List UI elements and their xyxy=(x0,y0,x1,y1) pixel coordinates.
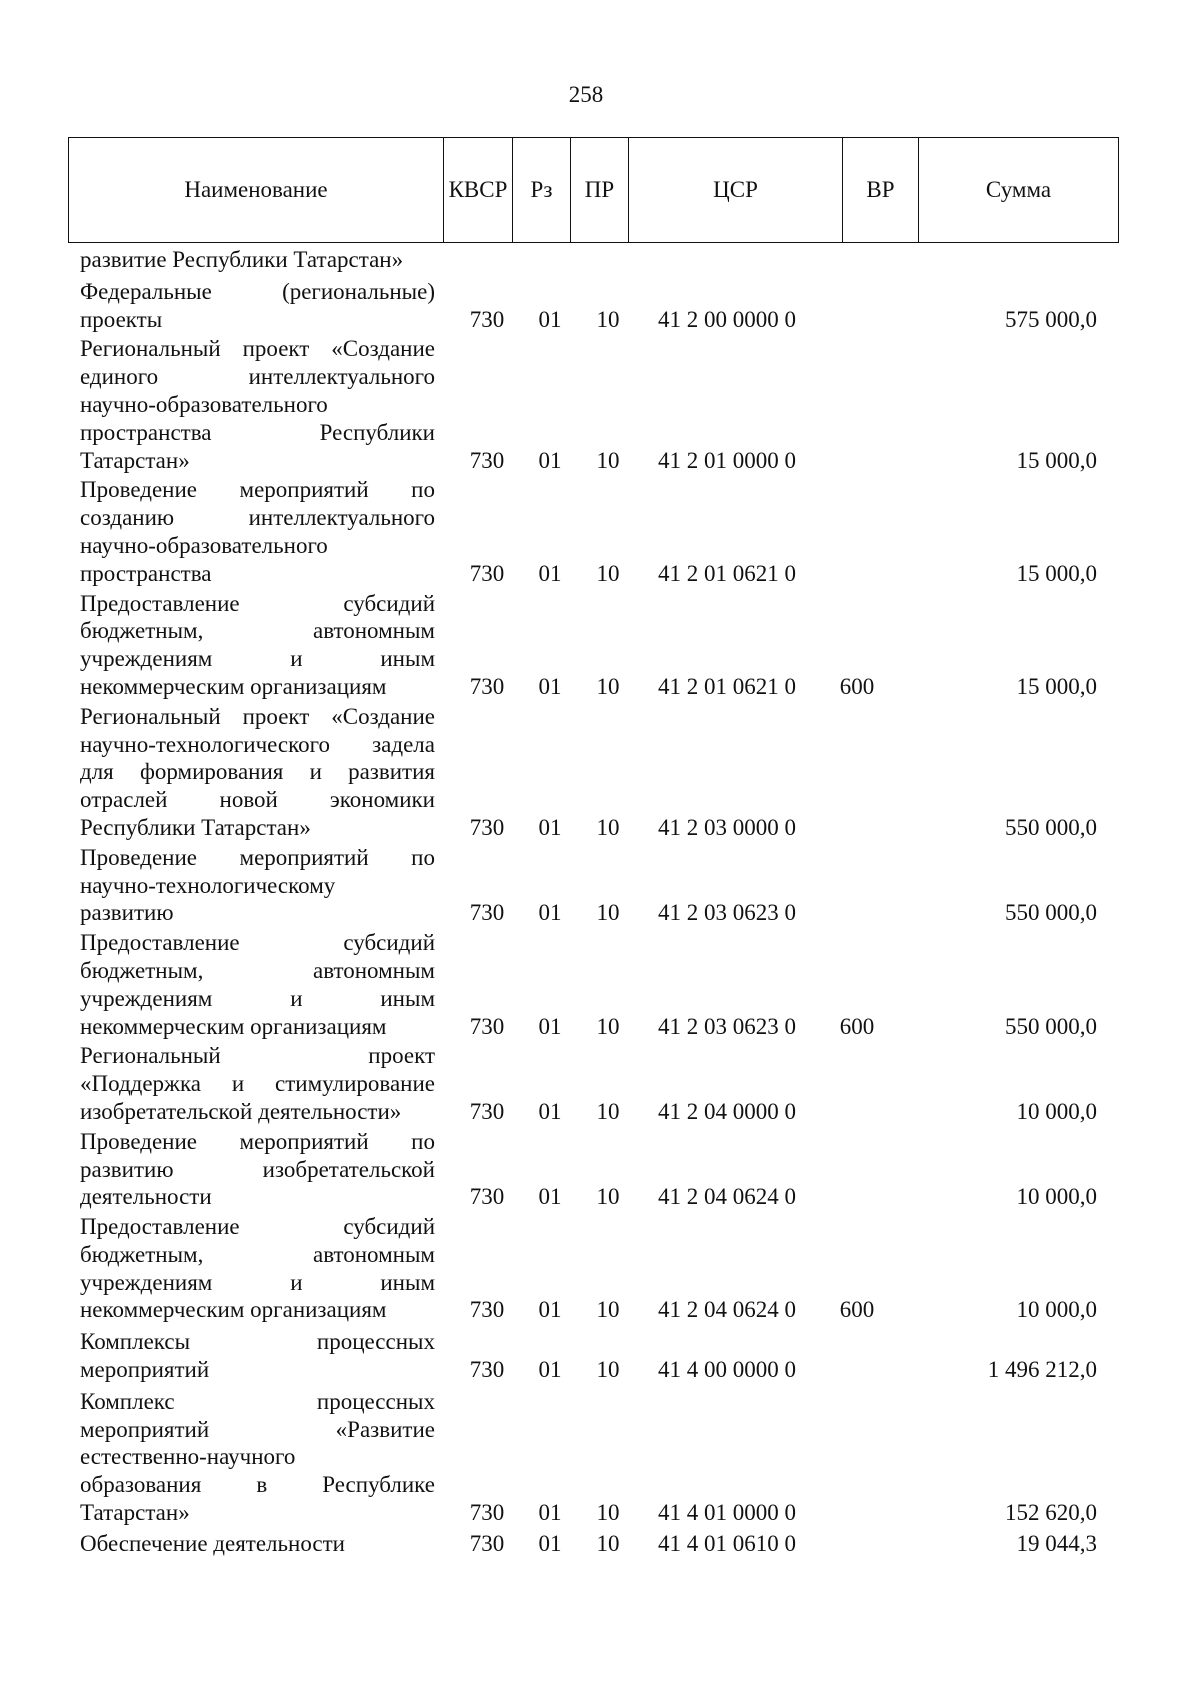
row-name-line: единого интеллектуального xyxy=(80,364,435,390)
row-sum: 10 000,0 xyxy=(1016,1098,1097,1124)
row-name xyxy=(80,246,435,274)
row-pr: 10 xyxy=(596,306,620,332)
row-vr: 600 xyxy=(839,1013,875,1039)
row-kvsr: 730 xyxy=(469,1098,505,1124)
row-name-line: развитию xyxy=(80,900,174,926)
row-kvsr: 730 xyxy=(469,447,505,473)
row-name-line: деятельности xyxy=(80,1184,212,1210)
column-header-sum: Сумма xyxy=(919,138,1119,243)
row-sum: 152 620,0 xyxy=(1005,1500,1097,1526)
row-name-line: образования в Республике xyxy=(80,1472,435,1498)
row-rz: 01 xyxy=(538,900,562,926)
row-rz: 01 xyxy=(538,1530,562,1556)
row-name-line: Предоставление субсидий xyxy=(80,1214,435,1240)
row-name-line: Предоставление субсидий xyxy=(80,590,435,616)
row-rz: 01 xyxy=(538,560,562,586)
row-name-line: развитие Республики Татарстан» xyxy=(80,247,404,272)
row-rz: 01 xyxy=(538,1013,562,1039)
row-name-line: учреждениям и иным xyxy=(80,985,435,1011)
table-row xyxy=(0,1042,1200,1125)
row-csr: 41 2 01 0000 0 xyxy=(658,447,796,473)
row-csr: 41 2 01 0621 0 xyxy=(658,560,796,586)
row-name-line: пространства xyxy=(80,560,212,586)
row-pr: 10 xyxy=(596,1500,620,1526)
row-name xyxy=(80,1042,435,1125)
row-pr: 10 xyxy=(596,447,620,473)
row-sum: 15 000,0 xyxy=(1016,560,1097,586)
row-name-line: научно-образовательного xyxy=(80,391,328,417)
table-body xyxy=(0,244,1200,1558)
row-name-line: бюджетным, автономным xyxy=(80,1241,435,1267)
row-name xyxy=(80,335,435,474)
column-header-csr: ЦСР xyxy=(629,138,843,243)
row-name-line: мероприятий «Развитие xyxy=(80,1416,435,1442)
row-name xyxy=(80,929,435,1040)
table-row xyxy=(0,1328,1200,1384)
row-name-line: Предоставление субсидий xyxy=(80,930,435,956)
row-name-line: пространства Республики xyxy=(80,419,435,445)
row-sum: 550 000,0 xyxy=(1005,1013,1097,1039)
row-kvsr: 730 xyxy=(469,1013,505,1039)
row-vr: 600 xyxy=(839,1297,875,1323)
row-csr: 41 2 04 0624 0 xyxy=(658,1297,796,1323)
row-name xyxy=(80,1388,435,1527)
row-name xyxy=(80,1128,435,1211)
column-header-kvsr: КВСР xyxy=(444,138,513,243)
row-rz: 01 xyxy=(538,1098,562,1124)
row-name-line: «Поддержка и стимулирование xyxy=(80,1071,435,1097)
row-rz: 01 xyxy=(538,814,562,840)
row-pr: 10 xyxy=(596,1184,620,1210)
row-name-line: мероприятий xyxy=(80,1357,210,1383)
row-name-line: естественно-научного xyxy=(80,1444,296,1470)
row-pr: 10 xyxy=(596,560,620,586)
row-name-line: Татарстан» xyxy=(80,1500,190,1526)
column-header-vr: ВР xyxy=(843,138,919,243)
row-name xyxy=(80,278,435,334)
row-sum: 19 044,3 xyxy=(1016,1530,1097,1556)
row-kvsr: 730 xyxy=(469,560,505,586)
row-sum: 575 000,0 xyxy=(1005,306,1097,332)
table-row xyxy=(0,1128,1200,1211)
row-name-line: Региональный проект xyxy=(80,1043,435,1069)
table-row xyxy=(0,246,1200,274)
row-sum: 15 000,0 xyxy=(1016,447,1097,473)
row-name-line: Региональный проект «Создание xyxy=(80,703,435,729)
row-name-line: научно-технологического задела xyxy=(80,731,435,757)
row-pr: 10 xyxy=(596,1297,620,1323)
row-name-line: некоммерческим организациям xyxy=(80,1297,387,1323)
row-name xyxy=(80,844,435,927)
row-name-line: учреждениям и иным xyxy=(80,646,435,672)
row-name-line: Региональный проект «Создание xyxy=(80,336,435,362)
row-name-line: Комплекс процессных xyxy=(80,1388,435,1414)
row-name-line: Проведение мероприятий по xyxy=(80,1128,435,1154)
row-kvsr: 730 xyxy=(469,306,505,332)
row-pr: 10 xyxy=(596,1357,620,1383)
row-pr: 10 xyxy=(596,673,620,699)
table-row xyxy=(0,1530,1200,1558)
table-row xyxy=(0,335,1200,474)
row-vr: 600 xyxy=(839,673,875,699)
row-name xyxy=(80,1328,435,1384)
row-kvsr: 730 xyxy=(469,900,505,926)
row-sum: 10 000,0 xyxy=(1016,1297,1097,1323)
row-csr: 41 2 03 0623 0 xyxy=(658,900,796,926)
row-csr: 41 4 01 0610 0 xyxy=(658,1530,796,1556)
row-name-line: некоммерческим организациям xyxy=(80,1013,387,1039)
row-csr: 41 2 03 0000 0 xyxy=(658,814,796,840)
row-rz: 01 xyxy=(538,1500,562,1526)
table-row xyxy=(0,844,1200,927)
row-csr: 41 4 00 0000 0 xyxy=(658,1357,796,1383)
row-csr: 41 2 00 0000 0 xyxy=(658,306,796,332)
row-rz: 01 xyxy=(538,447,562,473)
table-row xyxy=(0,929,1200,1040)
row-kvsr: 730 xyxy=(469,1357,505,1383)
row-csr: 41 4 01 0000 0 xyxy=(658,1500,796,1526)
column-header-pr: ПР xyxy=(571,138,629,243)
row-name-line: некоммерческим организациям xyxy=(80,673,387,699)
row-name-line: Республики Татарстан» xyxy=(80,814,311,840)
row-kvsr: 730 xyxy=(469,1184,505,1210)
row-rz: 01 xyxy=(538,1357,562,1383)
row-rz: 01 xyxy=(538,1297,562,1323)
row-name-line: Комплексы процессных xyxy=(80,1329,435,1355)
table-header xyxy=(68,137,1119,243)
row-pr: 10 xyxy=(596,1013,620,1039)
row-csr: 41 2 01 0621 0 xyxy=(658,673,796,699)
table-row xyxy=(0,590,1200,701)
row-csr: 41 2 04 0624 0 xyxy=(658,1184,796,1210)
row-name-line: учреждениям и иным xyxy=(80,1269,435,1295)
row-name-line: изобретательской деятельности» xyxy=(80,1098,402,1124)
row-name-line: для формирования и развития xyxy=(80,759,435,785)
row-csr: 41 2 04 0000 0 xyxy=(658,1098,796,1124)
row-name-line: бюджетным, автономным xyxy=(80,618,435,644)
row-rz: 01 xyxy=(538,673,562,699)
row-sum: 1 496 212,0 xyxy=(987,1357,1097,1383)
row-name xyxy=(80,703,435,842)
row-name xyxy=(80,1213,435,1324)
table-row xyxy=(0,476,1200,587)
row-name-line: научно-технологическому xyxy=(80,872,336,898)
row-rz: 01 xyxy=(538,306,562,332)
row-name-line: Обеспечение деятельности xyxy=(80,1530,345,1556)
row-sum: 550 000,0 xyxy=(1005,814,1097,840)
row-kvsr: 730 xyxy=(469,814,505,840)
row-sum: 10 000,0 xyxy=(1016,1184,1097,1210)
row-name xyxy=(80,590,435,701)
row-name-line: Проведение мероприятий по xyxy=(80,844,435,870)
row-kvsr: 730 xyxy=(469,673,505,699)
row-name-line: развитию изобретательской xyxy=(80,1156,435,1182)
row-name-line: Федеральные (региональные) xyxy=(80,278,435,304)
column-header-name: Наименование xyxy=(69,138,444,243)
row-sum: 550 000,0 xyxy=(1005,900,1097,926)
row-name xyxy=(80,476,435,587)
row-name-line: бюджетным, автономным xyxy=(80,957,435,983)
row-csr: 41 2 03 0623 0 xyxy=(658,1013,796,1039)
table-row xyxy=(0,1388,1200,1527)
row-pr: 10 xyxy=(596,900,620,926)
row-rz: 01 xyxy=(538,1184,562,1210)
row-kvsr: 730 xyxy=(469,1297,505,1323)
row-kvsr: 730 xyxy=(469,1500,505,1526)
table-row xyxy=(0,703,1200,842)
row-name-line: отраслей новой экономики xyxy=(80,787,435,813)
row-name-line: проекты xyxy=(80,306,163,332)
page-number: 258 xyxy=(568,82,604,107)
row-name-line: Проведение мероприятий по xyxy=(80,477,435,503)
table-row xyxy=(0,278,1200,334)
row-pr: 10 xyxy=(596,1098,620,1124)
row-name-line: созданию интеллектуального xyxy=(80,505,435,531)
row-name-line: научно-образовательного xyxy=(80,532,328,558)
row-sum: 15 000,0 xyxy=(1016,673,1097,699)
table-row xyxy=(0,1213,1200,1324)
column-header-rz: Рз xyxy=(513,138,571,243)
row-kvsr: 730 xyxy=(469,1530,505,1556)
row-name xyxy=(80,1530,435,1558)
row-pr: 10 xyxy=(596,814,620,840)
row-pr: 10 xyxy=(596,1530,620,1556)
row-name-line: Татарстан» xyxy=(80,447,190,473)
